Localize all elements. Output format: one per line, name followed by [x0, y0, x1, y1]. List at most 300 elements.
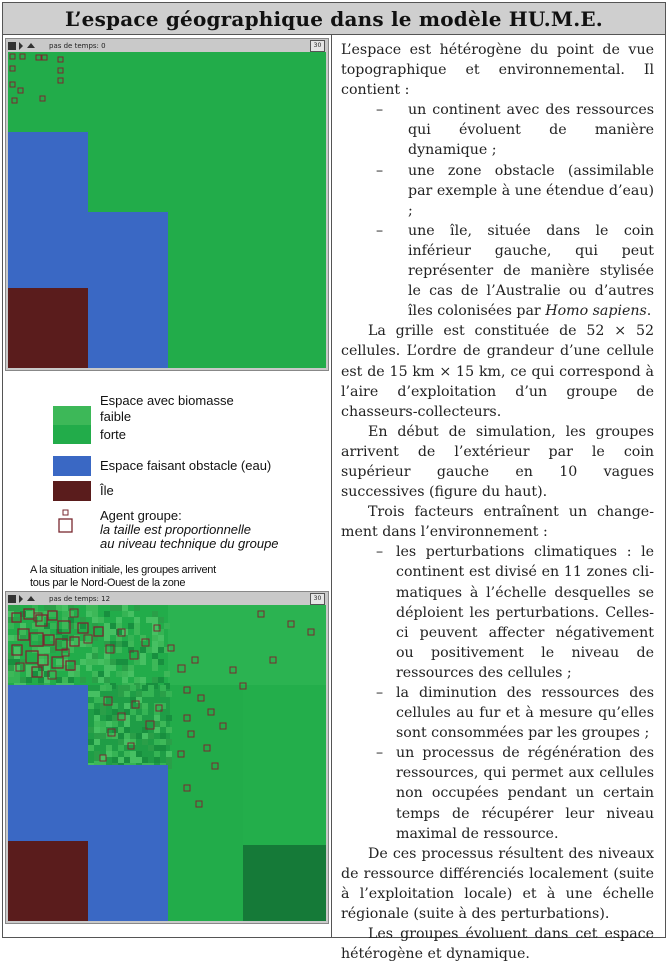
resource-cell	[74, 623, 80, 629]
resource-cell	[38, 677, 44, 683]
resource-cell	[104, 629, 110, 635]
pan-arrows-icon[interactable]	[19, 42, 23, 50]
resource-cell	[32, 665, 38, 671]
legend-agent-title: Agent groupe:	[100, 508, 182, 523]
resource-cell	[166, 727, 172, 733]
resource-cell	[98, 677, 104, 683]
resource-cell	[98, 659, 104, 665]
resource-cell	[166, 691, 172, 697]
resource-cell	[110, 665, 116, 671]
resource-cell	[154, 727, 160, 733]
resource-cell	[26, 665, 32, 671]
resource-cell	[112, 703, 118, 709]
resource-cell	[8, 611, 14, 617]
resource-cell	[8, 677, 14, 683]
water-zone-center	[88, 765, 168, 921]
resource-cell	[122, 605, 128, 611]
resource-cell	[44, 653, 50, 659]
resource-cell	[14, 605, 20, 611]
resource-cell	[140, 653, 146, 659]
resource-cell	[100, 721, 106, 727]
time-step-label: pas de temps: 12	[49, 594, 111, 603]
resource-cell	[160, 745, 166, 751]
resource-cell	[100, 703, 106, 709]
resource-cell	[92, 611, 98, 617]
resource-cell	[160, 685, 166, 691]
resource-cell	[8, 671, 14, 677]
resource-cell	[124, 727, 130, 733]
resource-cell	[142, 757, 148, 763]
resource-cell	[26, 611, 32, 617]
resource-cell	[38, 665, 44, 671]
speed-badge[interactable]: 30	[310, 40, 325, 52]
resource-cell	[158, 677, 164, 683]
resource-cell	[134, 617, 140, 623]
resource-cell	[142, 739, 148, 745]
resource-cell	[128, 671, 134, 677]
resource-cell	[92, 659, 98, 665]
resource-cell	[104, 623, 110, 629]
resource-cell	[44, 647, 50, 653]
resource-cell	[100, 709, 106, 715]
resource-cell	[160, 733, 166, 739]
resource-cell	[8, 653, 14, 659]
resource-cell	[152, 677, 158, 683]
resource-cell	[152, 617, 158, 623]
speed-badge[interactable]: 30	[310, 593, 325, 605]
resource-cell	[152, 635, 158, 641]
resource-cell	[38, 659, 44, 665]
resource-cell	[118, 685, 124, 691]
resource-cell	[68, 611, 74, 617]
resource-cell	[100, 733, 106, 739]
resource-cell	[74, 671, 80, 677]
resource-cell	[14, 677, 20, 683]
resource-cell	[80, 623, 86, 629]
resource-cell	[106, 721, 112, 727]
list-item: – un continent avec des ressources qui évoluent de manière dynamique ;	[341, 100, 654, 160]
resource-cell	[86, 611, 92, 617]
resource-cell	[88, 691, 94, 697]
resource-cell	[98, 671, 104, 677]
resource-cell	[8, 665, 14, 671]
resource-cell	[110, 629, 116, 635]
description-text	[341, 40, 654, 964]
resource-cell	[92, 623, 98, 629]
closing-paragraph: Les groupes évoluent dans cet espace hétérogène et dynamique.	[341, 926, 654, 963]
resource-cell	[158, 629, 164, 635]
resource-cell	[94, 715, 100, 721]
resource-cell	[134, 629, 140, 635]
resource-cell	[56, 605, 62, 611]
resource-cell	[68, 617, 74, 623]
resource-cell	[80, 641, 86, 647]
resource-cell	[62, 617, 68, 623]
resource-cell	[152, 653, 158, 659]
resource-cell	[136, 691, 142, 697]
resource-cell	[86, 605, 92, 611]
species-name: Homo sapiens	[545, 303, 647, 320]
resource-cell	[142, 727, 148, 733]
resource-cell	[38, 647, 44, 653]
resource-cell	[110, 647, 116, 653]
sim-view-step12	[5, 591, 329, 924]
list-item-text: une île, située dans le coin inférieur gauche, qui peut représenter de manière stylisée le cas de l’Australie ou d’autres îles colonisées par	[408, 222, 654, 320]
resource-cell	[166, 751, 172, 757]
resource-cell	[56, 659, 62, 665]
resource-cell	[26, 677, 32, 683]
resource-cell	[68, 605, 74, 611]
legend-agent-line1: la taille est proportionnelle	[100, 522, 252, 537]
resource-cell	[92, 647, 98, 653]
resource-cell	[158, 659, 164, 665]
resource-cell	[100, 685, 106, 691]
grid-paragraph: La grille est constituée de 52 × 52 cellules. L’ordre de grandeur d’une cellule est de 15 km × 15 km, ce qui correspond à l’aire d’exploitation d’un groupe de chasseurs-collecteurs.	[341, 323, 654, 420]
resource-cell	[158, 635, 164, 641]
island-area	[8, 841, 88, 921]
legend-island-swatch	[53, 481, 91, 501]
intro-paragraph: L’espace est hétérogène du point de vue topographique et environnemental. Il contient :	[341, 42, 654, 99]
resource-cell	[8, 605, 14, 611]
resource-cell	[56, 629, 62, 635]
resource-cell	[124, 703, 130, 709]
resource-cell	[122, 671, 128, 677]
resource-cell	[62, 611, 68, 617]
resource-cell	[8, 623, 14, 629]
resource-cell	[14, 653, 20, 659]
resource-cell	[68, 623, 74, 629]
resource-cell	[92, 671, 98, 677]
resource-cell	[106, 745, 112, 751]
resource-cell	[148, 691, 154, 697]
resource-cell	[154, 703, 160, 709]
resource-cell	[94, 709, 100, 715]
resource-cell	[80, 659, 86, 665]
resource-cell	[130, 751, 136, 757]
resource-cell	[106, 715, 112, 721]
resource-cell	[130, 739, 136, 745]
resource-cell	[122, 641, 128, 647]
resource-cell	[116, 617, 122, 623]
resource-cell	[62, 623, 68, 629]
resource-cell	[56, 677, 62, 683]
resource-cell	[50, 605, 56, 611]
list-item: – une zone obstacle (assimilable par exemple à une étendue d’eau) ;	[341, 161, 654, 221]
resource-cell	[86, 665, 92, 671]
resource-cell	[104, 677, 110, 683]
resource-cell	[88, 745, 94, 751]
resource-cell	[94, 721, 100, 727]
resource-cell	[104, 653, 110, 659]
resource-cell	[160, 721, 166, 727]
resource-cell	[118, 739, 124, 745]
resource-cell	[56, 641, 62, 647]
resource-cell	[14, 671, 20, 677]
resource-cell	[128, 635, 134, 641]
list-item: – les perturbations climatiques : le continent est divisé en 11 zones climatiques à l’échelle desquelles se déploient les perturbations. Celles-ci peuvent affecter négativement ou positivement le niveau de ressources des cellules ;	[341, 542, 654, 683]
arrival-paragraph: En début de simulation, les groupes arrivent de l’extérieur par le coin supérieur gauche en 10 vagues successives (figure du haut).	[341, 423, 654, 501]
resource-cell	[94, 697, 100, 703]
resource-cell	[32, 647, 38, 653]
resource-cell	[136, 715, 142, 721]
resource-cell	[140, 677, 146, 683]
resource-cell	[142, 703, 148, 709]
resource-cell	[146, 617, 152, 623]
resource-cell	[116, 629, 122, 635]
resource-cell	[68, 635, 74, 641]
resource-cell	[148, 685, 154, 691]
resource-cell	[92, 677, 98, 683]
legend-water-swatch	[53, 456, 91, 476]
resource-cell	[110, 605, 116, 611]
resource-cell	[142, 685, 148, 691]
resource-cell	[130, 757, 136, 763]
resource-cell	[122, 665, 128, 671]
resource-cell	[124, 739, 130, 745]
resource-cell	[32, 635, 38, 641]
resource-cell	[128, 611, 134, 617]
pan-arrows-icon[interactable]	[19, 595, 23, 603]
resource-cell	[116, 659, 122, 665]
resource-cell	[94, 755, 100, 761]
resource-cell	[112, 715, 118, 721]
resource-cell	[32, 605, 38, 611]
legend-weak-biomass-swatch	[53, 406, 91, 425]
resource-cell	[110, 641, 116, 647]
legend-biomass-title: Espace avec biomasse	[100, 393, 234, 408]
resource-cell	[104, 611, 110, 617]
resource-cell	[118, 745, 124, 751]
sim-view-initial	[5, 38, 329, 371]
page-title: L’espace géographique dans le modèle HU.M.E.	[65, 6, 603, 31]
resource-cell	[164, 671, 170, 677]
list-item	[341, 221, 654, 321]
resource-cell	[20, 629, 26, 635]
resource-cell	[8, 635, 14, 641]
resource-cell	[32, 611, 38, 617]
resource-cell	[8, 659, 14, 665]
zoom-icon[interactable]	[8, 595, 16, 603]
title-bar	[3, 3, 665, 35]
column-divider	[331, 35, 332, 937]
resource-cell	[158, 641, 164, 647]
resource-cell	[14, 665, 20, 671]
resource-cell	[92, 653, 98, 659]
map-legend	[5, 371, 327, 591]
resource-cell	[50, 611, 56, 617]
resource-cell	[148, 733, 154, 739]
resource-cell	[116, 671, 122, 677]
resource-cell	[20, 659, 26, 665]
resource-cell	[140, 635, 146, 641]
resource-cell	[106, 751, 112, 757]
resource-cell	[92, 605, 98, 611]
resource-cell	[94, 739, 100, 745]
sim-toolbar	[6, 592, 328, 605]
resource-cell	[104, 665, 110, 671]
resource-cell	[86, 653, 92, 659]
resource-cell	[104, 659, 110, 665]
zoom-icon[interactable]	[8, 42, 16, 50]
resource-cell	[14, 647, 20, 653]
legend-biomass-weak: faible	[100, 409, 132, 424]
resource-cell	[160, 739, 166, 745]
resource-cell	[94, 733, 100, 739]
legend-agent-icon	[57, 509, 77, 535]
resource-cell	[44, 605, 50, 611]
resource-cell	[38, 653, 44, 659]
resource-cell	[86, 635, 92, 641]
factors-paragraph: Trois facteurs entraînent un changement dans l’environnement :	[341, 504, 654, 541]
resource-cell	[128, 623, 134, 629]
resource-cell	[128, 647, 134, 653]
resource-cell	[166, 739, 172, 745]
resource-cell	[104, 647, 110, 653]
resource-cell	[130, 697, 136, 703]
resource-cell	[142, 733, 148, 739]
resource-cell	[88, 703, 94, 709]
resource-cell	[140, 647, 146, 653]
resource-cell	[130, 709, 136, 715]
resource-cell	[154, 721, 160, 727]
resource-cell	[134, 677, 140, 683]
resource-cell	[122, 677, 128, 683]
factors-list	[341, 542, 654, 843]
list-item: – un processus de régénération des ressources, qui permet aux cellules non occupées pendant un certain temps de récupérer leur niveau maximal de ressource.	[341, 743, 654, 843]
legend-island: Île	[100, 483, 114, 498]
resource-cell	[154, 709, 160, 715]
resource-cell	[50, 647, 56, 653]
list-item: – la diminution des ressources des cellules au fur et à mesure qu’elles sont consommées par les groupes ;	[341, 683, 654, 743]
legend-biomass-strong: forte	[100, 427, 127, 442]
resource-cell	[94, 691, 100, 697]
resource-cell	[152, 659, 158, 665]
updown-arrows-icon[interactable]	[27, 43, 35, 48]
water-zone-center	[88, 212, 168, 368]
resource-cell	[104, 671, 110, 677]
resource-cell	[92, 617, 98, 623]
sim-toolbar	[6, 39, 328, 52]
resource-cell	[112, 709, 118, 715]
resource-cell	[68, 677, 74, 683]
resource-cell	[116, 623, 122, 629]
resource-cell	[118, 757, 124, 763]
resource-cell	[152, 629, 158, 635]
resource-cell	[160, 691, 166, 697]
legend-note-line2: tous par le Nord-Ouest de la zone	[30, 577, 186, 589]
resource-cell	[124, 757, 130, 763]
legend-strong-biomass-swatch	[53, 425, 91, 444]
resource-cell	[44, 671, 50, 677]
time-step-label: pas de temps: 0	[49, 41, 106, 50]
resource-cell	[122, 611, 128, 617]
resource-cell	[134, 659, 140, 665]
resource-cell	[38, 671, 44, 677]
resource-cell	[130, 733, 136, 739]
resource-cell	[118, 727, 124, 733]
resource-cell	[130, 685, 136, 691]
resource-cell	[112, 721, 118, 727]
resource-levels-paragraph: De ces processus résultent des niveaux de ressource différenciés localement (suite à l’exploitation locale) et à une échelle régionale (suite à des perturbations).	[341, 845, 654, 923]
resource-cell	[32, 671, 38, 677]
resource-cell	[154, 751, 160, 757]
resource-cell	[140, 659, 146, 665]
resource-cell	[124, 685, 130, 691]
resource-cell	[154, 739, 160, 745]
resource-cell	[86, 641, 92, 647]
resource-cell	[152, 665, 158, 671]
resource-cell	[44, 629, 50, 635]
resource-cell	[152, 611, 158, 617]
resource-cell	[20, 623, 26, 629]
resource-cell	[128, 641, 134, 647]
resource-cell	[38, 611, 44, 617]
resource-cell	[116, 641, 122, 647]
resource-cell	[164, 623, 170, 629]
resource-cell	[26, 671, 32, 677]
resource-cell	[154, 745, 160, 751]
resource-cell	[118, 691, 124, 697]
resource-cell	[62, 605, 68, 611]
resource-cell	[166, 715, 172, 721]
resource-cell	[124, 751, 130, 757]
updown-arrows-icon[interactable]	[27, 596, 35, 601]
resource-cell	[116, 647, 122, 653]
resource-cell	[136, 733, 142, 739]
legend-note-line1: A la situation initiale, les groupes arrivent	[30, 564, 216, 576]
resource-cell	[136, 757, 142, 763]
resource-cell	[136, 751, 142, 757]
sim-map-step12	[8, 605, 326, 921]
resource-cell	[152, 647, 158, 653]
sim-map-initial	[8, 52, 326, 368]
resource-cell	[50, 635, 56, 641]
resource-cell	[166, 757, 172, 763]
resource-cell	[100, 755, 106, 761]
map-svg-initial	[8, 52, 326, 368]
resource-cell	[158, 617, 164, 623]
resource-cell	[98, 617, 104, 623]
resource-cell	[124, 691, 130, 697]
map-svg-step12	[8, 605, 326, 921]
resource-cell	[118, 733, 124, 739]
resource-cell	[86, 659, 92, 665]
list-item-end: .	[646, 303, 652, 320]
resource-cell	[152, 641, 158, 647]
resource-cell	[80, 617, 86, 623]
resource-cell	[116, 605, 122, 611]
resource-cell	[44, 665, 50, 671]
resource-cell	[134, 623, 140, 629]
resource-cell	[94, 727, 100, 733]
space-components-list	[341, 100, 654, 321]
resource-cell	[50, 623, 56, 629]
resource-cell	[44, 677, 50, 683]
resource-cell	[44, 659, 50, 665]
resource-cell	[124, 721, 130, 727]
resource-cell	[100, 727, 106, 733]
left-column	[5, 38, 327, 924]
resource-cell	[142, 691, 148, 697]
resource-cell	[134, 605, 140, 611]
resource-cell	[110, 659, 116, 665]
resource-cell	[104, 641, 110, 647]
resource-cell	[80, 677, 86, 683]
resource-cell	[142, 709, 148, 715]
resource-cell	[112, 751, 118, 757]
resource-cell	[146, 647, 152, 653]
resource-cell	[38, 617, 44, 623]
